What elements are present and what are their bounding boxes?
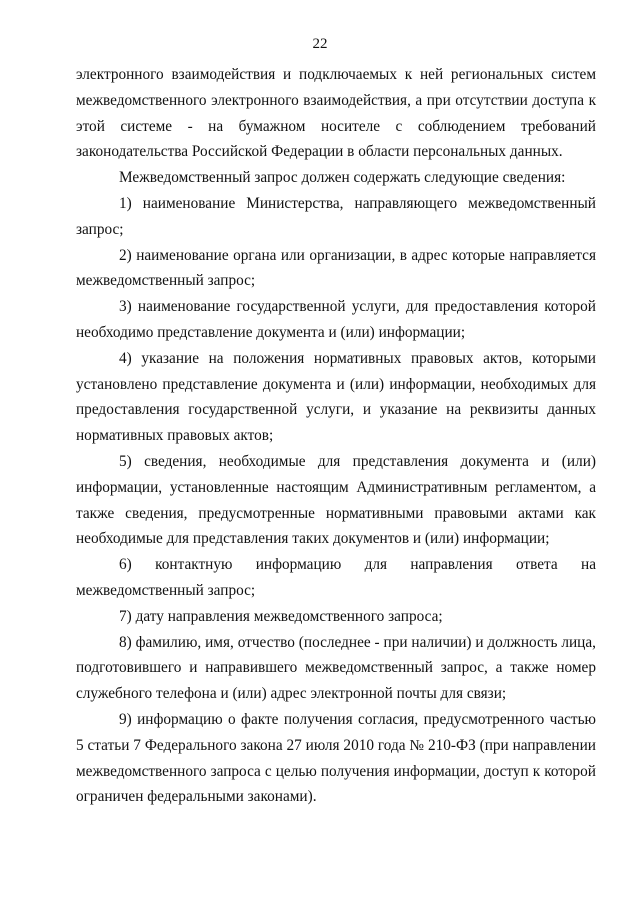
list-item-8: 8) фамилию, имя, отчество (последнее - при наличии) и должность лица, подготовившего и направившего межведомственный запрос, а также номер служебного телефона и (или) адрес электронной почты для связи; xyxy=(76,633,596,703)
list-item-9: 9) информацию о факте получения согласия, предусмотренного частью 5 статьи 7 Федерального закона 27 июля 2010 года № 210-ФЗ (при направлении межведомственного запроса с целью получения информации, доступ к которой ограничен федеральными законами). xyxy=(76,710,596,806)
paragraph-request-requirements: Межведомственный запрос должен содержать следующие сведения: xyxy=(119,169,566,187)
list-item-2: 2) наименование органа или организации, в адрес которые направляется межведомственный запрос; xyxy=(76,246,596,290)
document-body xyxy=(76,62,596,810)
list-item-3: 3) наименование государственной услуги, для предоставления которой необходимо представление документа и (или) информации; xyxy=(76,298,596,341)
list-item-7: 7) дату направления межведомственного запроса; xyxy=(119,607,443,625)
list-item-5: 5) сведения, необходимые для представления документа и (или) информации, установленные настоящим Административным регламентом, а также сведения, предусмотренные нормативными правовыми актами как необходимые для представления таких документов и (или) информации; xyxy=(76,452,596,548)
list-item-4: 4) указание на положения нормативных правовых актов, которыми установлено представление документа и (или) информации, необходимых для предоставления государственной услуги, и указание на реквизиты данных нормативных правовых актов; xyxy=(76,349,596,445)
page-number: 22 xyxy=(312,36,328,52)
paragraph-continuation: электронного взаимодействия и подключаемых к ней региональных систем межведомственного электронного взаимодействия, а при отсутствии доступа к этой системе - на бумажном носителе с соблюдением требований законодательства Российской Федерации в области персональных данных. xyxy=(76,66,596,161)
list-item-6: 6) контактную информацию для направления ответа на межведомственный запрос; xyxy=(76,556,596,599)
list-item-1: 1) наименование Министерства, направляющего межведомственный запрос; xyxy=(76,194,596,238)
